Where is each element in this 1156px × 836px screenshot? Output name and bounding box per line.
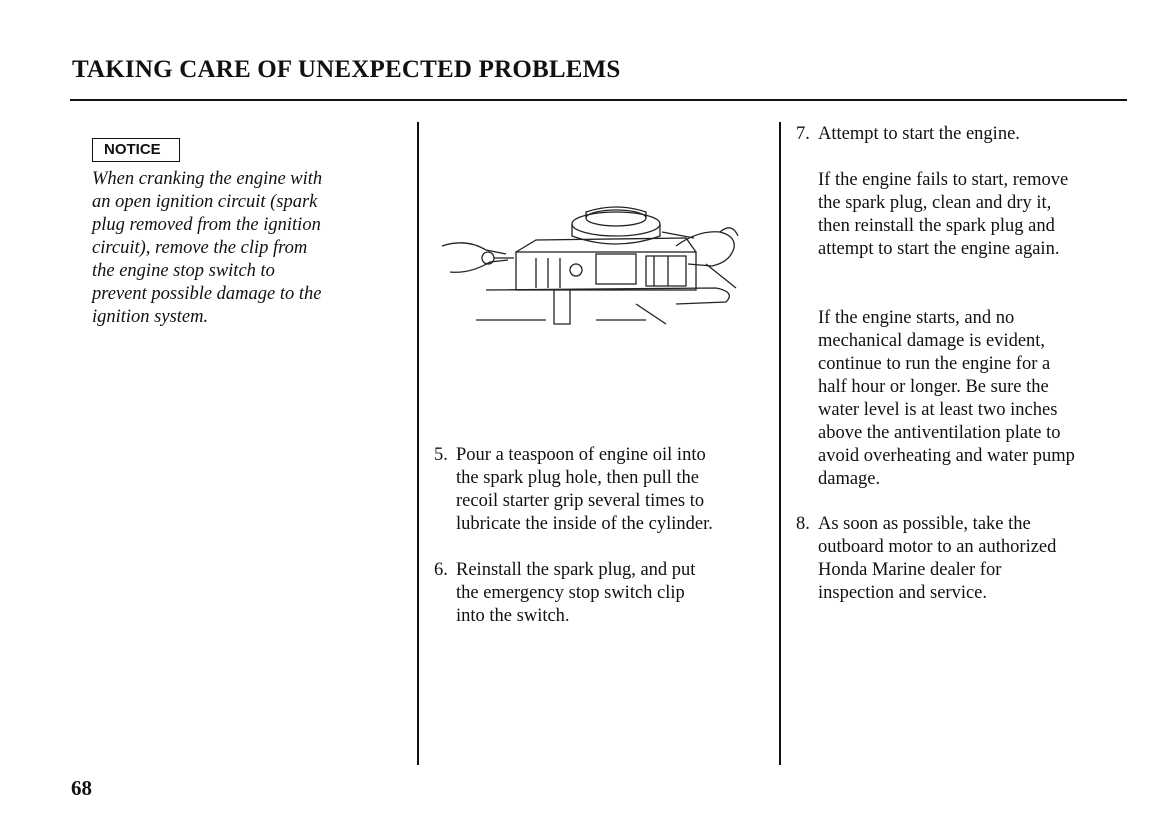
column-divider-left	[417, 122, 419, 765]
step-number: 6.	[434, 560, 448, 580]
text-line: Pour a teaspoon of engine oil into	[456, 445, 706, 465]
text-line: Honda Marine dealer for	[818, 560, 1002, 580]
step-text	[818, 513, 1056, 605]
notice-line: an open ignition circuit (spark	[92, 192, 318, 212]
paragraph-engine-fails	[818, 169, 1068, 261]
step-number: 7.	[796, 124, 810, 144]
text-line: As soon as possible, take the	[818, 514, 1031, 534]
step-8	[796, 513, 1136, 613]
page-title: TAKING CARE OF UNEXPECTED PROBLEMS	[72, 56, 621, 83]
notice-line: ignition system.	[92, 307, 209, 327]
notice-line: plug removed from the ignition	[92, 215, 321, 235]
text-line: damage.	[818, 469, 881, 489]
text-line: avoid overheating and water pump	[818, 446, 1075, 466]
step-7	[796, 123, 1136, 148]
text-line: the spark plug hole, then pull the	[456, 468, 700, 488]
step-text	[456, 559, 695, 628]
step-number: 5.	[434, 445, 448, 465]
notice-text	[92, 168, 392, 329]
page-number: 68	[71, 776, 92, 800]
text-line: the spark plug, clean and dry it,	[818, 193, 1052, 213]
notice-line: the engine stop switch to	[92, 261, 275, 281]
text-line: outboard motor to an authorized	[818, 537, 1057, 557]
text-line: water level is at least two inches	[818, 400, 1058, 420]
header-rule	[70, 99, 1127, 101]
notice-line: prevent possible damage to the	[92, 284, 322, 304]
notice-label: NOTICE	[92, 138, 180, 162]
text-line: inspection and service.	[818, 583, 988, 603]
text-line: half hour or longer. Be sure the	[818, 377, 1049, 397]
text-line: above the antiventilation plate to	[818, 423, 1061, 443]
step-6	[434, 559, 774, 634]
text-line: mechanical damage is evident,	[818, 331, 1046, 351]
notice-line: circuit), remove the clip from	[92, 238, 308, 258]
paragraph-engine-starts	[818, 307, 1075, 491]
text-line: into the switch.	[456, 606, 570, 626]
text-line: If the engine fails to start, remove	[818, 170, 1069, 190]
text-line: Reinstall the spark plug, and put	[456, 560, 696, 580]
text-line: If the engine starts, and no	[818, 308, 1015, 328]
text-line: the emergency stop switch clip	[456, 583, 685, 603]
step-5	[434, 444, 774, 544]
text-line: Attempt to start the engine.	[818, 124, 1020, 144]
text-line: continue to run the engine for a	[818, 354, 1051, 374]
step-number: 8.	[796, 514, 810, 534]
step-text	[456, 444, 713, 536]
notice-line: When cranking the engine with	[92, 169, 323, 189]
step-text	[818, 123, 1020, 146]
engine-spark-plug-illustration	[436, 192, 782, 342]
text-line: recoil starter grip several times to	[456, 491, 705, 511]
text-line: attempt to start the engine again.	[818, 239, 1060, 259]
text-line: then reinstall the spark plug and	[818, 216, 1055, 236]
text-line: lubricate the inside of the cylinder.	[456, 514, 713, 534]
